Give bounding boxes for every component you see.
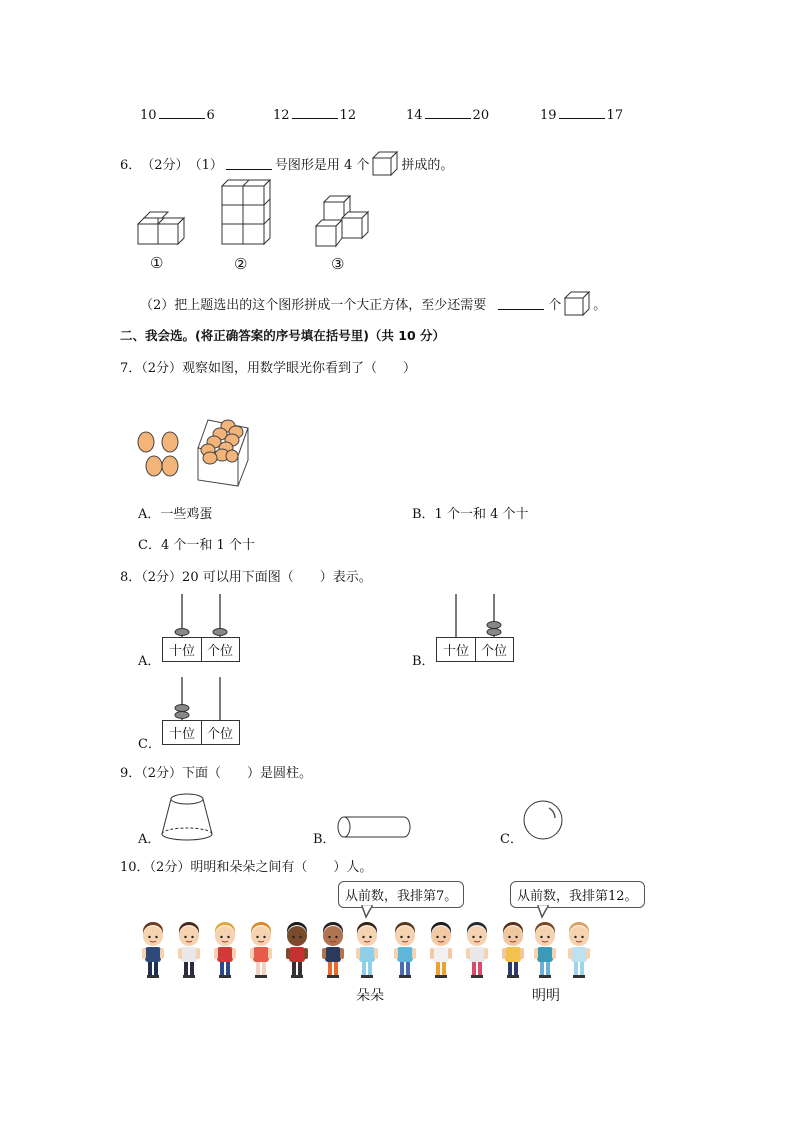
speech-bubble-left: 从前数，我排第7。 <box>338 881 464 908</box>
q9-option-a-label[interactable]: A． <box>138 832 161 847</box>
child-figure <box>138 920 168 980</box>
compare-left: 12 <box>273 108 290 123</box>
compare-left: 14 <box>406 108 423 123</box>
bubble-tail-left <box>360 906 374 918</box>
q9-option-c-label[interactable]: C． <box>500 832 523 847</box>
q9-option-b-label[interactable]: B． <box>313 832 336 847</box>
q7-option-c[interactable]: C．4 个一和 1 个十 <box>138 538 255 553</box>
small-cube-icon <box>371 150 399 176</box>
ones-place: 个位 <box>206 727 233 742</box>
compare-left: 19 <box>540 108 557 123</box>
answer-blank[interactable] <box>159 106 205 119</box>
figure-1-cubes <box>136 210 186 246</box>
ones-place: 个位 <box>206 644 233 659</box>
figure-label-2: ② <box>234 255 248 273</box>
abacus-rods <box>162 675 240 721</box>
sphere-shape[interactable] <box>522 800 564 840</box>
compare-right: 6 <box>206 108 215 123</box>
tens-place: 十位 <box>163 638 202 661</box>
answer-blank[interactable] <box>498 297 544 310</box>
child-figure <box>210 920 240 980</box>
q8-option-b-label[interactable]: B． <box>412 654 435 669</box>
tens-place: 十位 <box>437 638 476 661</box>
section-title: 二、我会选。(将正确答案的序号填在括号里)（共 10 分） <box>120 328 446 343</box>
compare-item-2 <box>273 106 356 123</box>
bubble-tail-right <box>536 906 550 918</box>
place-value-box <box>162 720 240 745</box>
answer-blank[interactable] <box>559 106 605 119</box>
abacus-rods <box>162 592 240 638</box>
compare-right: 12 <box>339 108 357 123</box>
q6-part2-end: 。 <box>593 297 607 313</box>
abacus-c[interactable] <box>162 675 240 745</box>
q6-score: （2分） <box>141 157 189 173</box>
abacus-a[interactable] <box>162 592 240 662</box>
cylinder-shape[interactable] <box>336 814 412 840</box>
child-figure <box>282 920 312 980</box>
place-value-box <box>436 637 514 662</box>
answer-blank[interactable] <box>425 106 471 119</box>
child-figure <box>462 920 492 980</box>
q10-stem: 10．（2分）明明和朵朵之间有（ ）人。 <box>120 860 373 875</box>
frustum-shape[interactable] <box>160 790 214 842</box>
child-figure <box>246 920 276 980</box>
answer-blank[interactable] <box>292 106 338 119</box>
figure-label-3: ③ <box>331 255 345 273</box>
figure-label-1: ① <box>150 254 164 272</box>
compare-right: 17 <box>606 108 624 123</box>
q6-part1-end: 拼成的。 <box>401 157 454 173</box>
child-figure <box>390 920 420 980</box>
compare-item-3 <box>406 106 489 123</box>
compare-item-1 <box>140 106 215 123</box>
child-figure <box>174 920 204 980</box>
q7-option-a[interactable]: A．一些鸡蛋 <box>138 507 213 522</box>
figure-3-cubes <box>314 194 370 248</box>
abacus-rods <box>436 592 514 638</box>
q6-part1-prefix: （1） <box>188 157 223 173</box>
q8-option-c-label[interactable]: C． <box>138 737 161 752</box>
compare-item-4 <box>540 106 623 123</box>
compare-left: 10 <box>140 108 157 123</box>
q6-part2-text: （2）把上题选出的这个图形拼成一个大正方体，至少还需要 <box>140 297 487 313</box>
answer-blank[interactable] <box>226 157 272 170</box>
q6-part1-text: 号图形是用 4 个 <box>274 157 370 173</box>
ones-place: 个位 <box>480 644 507 659</box>
q8-stem: 8．（2分）20 可以用下面图（ ）表示。 <box>120 570 372 585</box>
child-figure <box>564 920 594 980</box>
child-figure <box>352 920 382 980</box>
child-figure <box>530 920 560 980</box>
child-figure <box>498 920 528 980</box>
q6-stem <box>120 150 453 176</box>
speech-bubble-right: 从前数，我排第12。 <box>510 881 645 908</box>
small-cube-icon <box>563 290 591 316</box>
tens-place: 十位 <box>163 721 202 744</box>
compare-right: 20 <box>472 108 490 123</box>
q8-option-a-label[interactable]: A． <box>138 654 161 669</box>
place-value-box <box>162 637 240 662</box>
name-duoduo: 朵朵 <box>356 988 384 1004</box>
q7-option-b[interactable]: B．1 个一和 4 个十 <box>412 507 529 522</box>
q6-part2-suffix: 个 <box>548 297 562 313</box>
q7-stem: 7．（2分）观察如图，用数学眼光你看到了（ ） <box>120 361 417 376</box>
child-figure <box>318 920 348 980</box>
abacus-b[interactable] <box>436 592 514 662</box>
name-mingming: 明明 <box>532 988 560 1004</box>
child-figure <box>426 920 456 980</box>
q6-number: 6． <box>120 157 142 173</box>
eggs-illustration <box>136 418 251 490</box>
q6-part2 <box>140 290 606 316</box>
q9-stem: 9．（2分）下面（ ）是圆柱。 <box>120 766 313 781</box>
figure-2-cubes <box>220 178 272 246</box>
